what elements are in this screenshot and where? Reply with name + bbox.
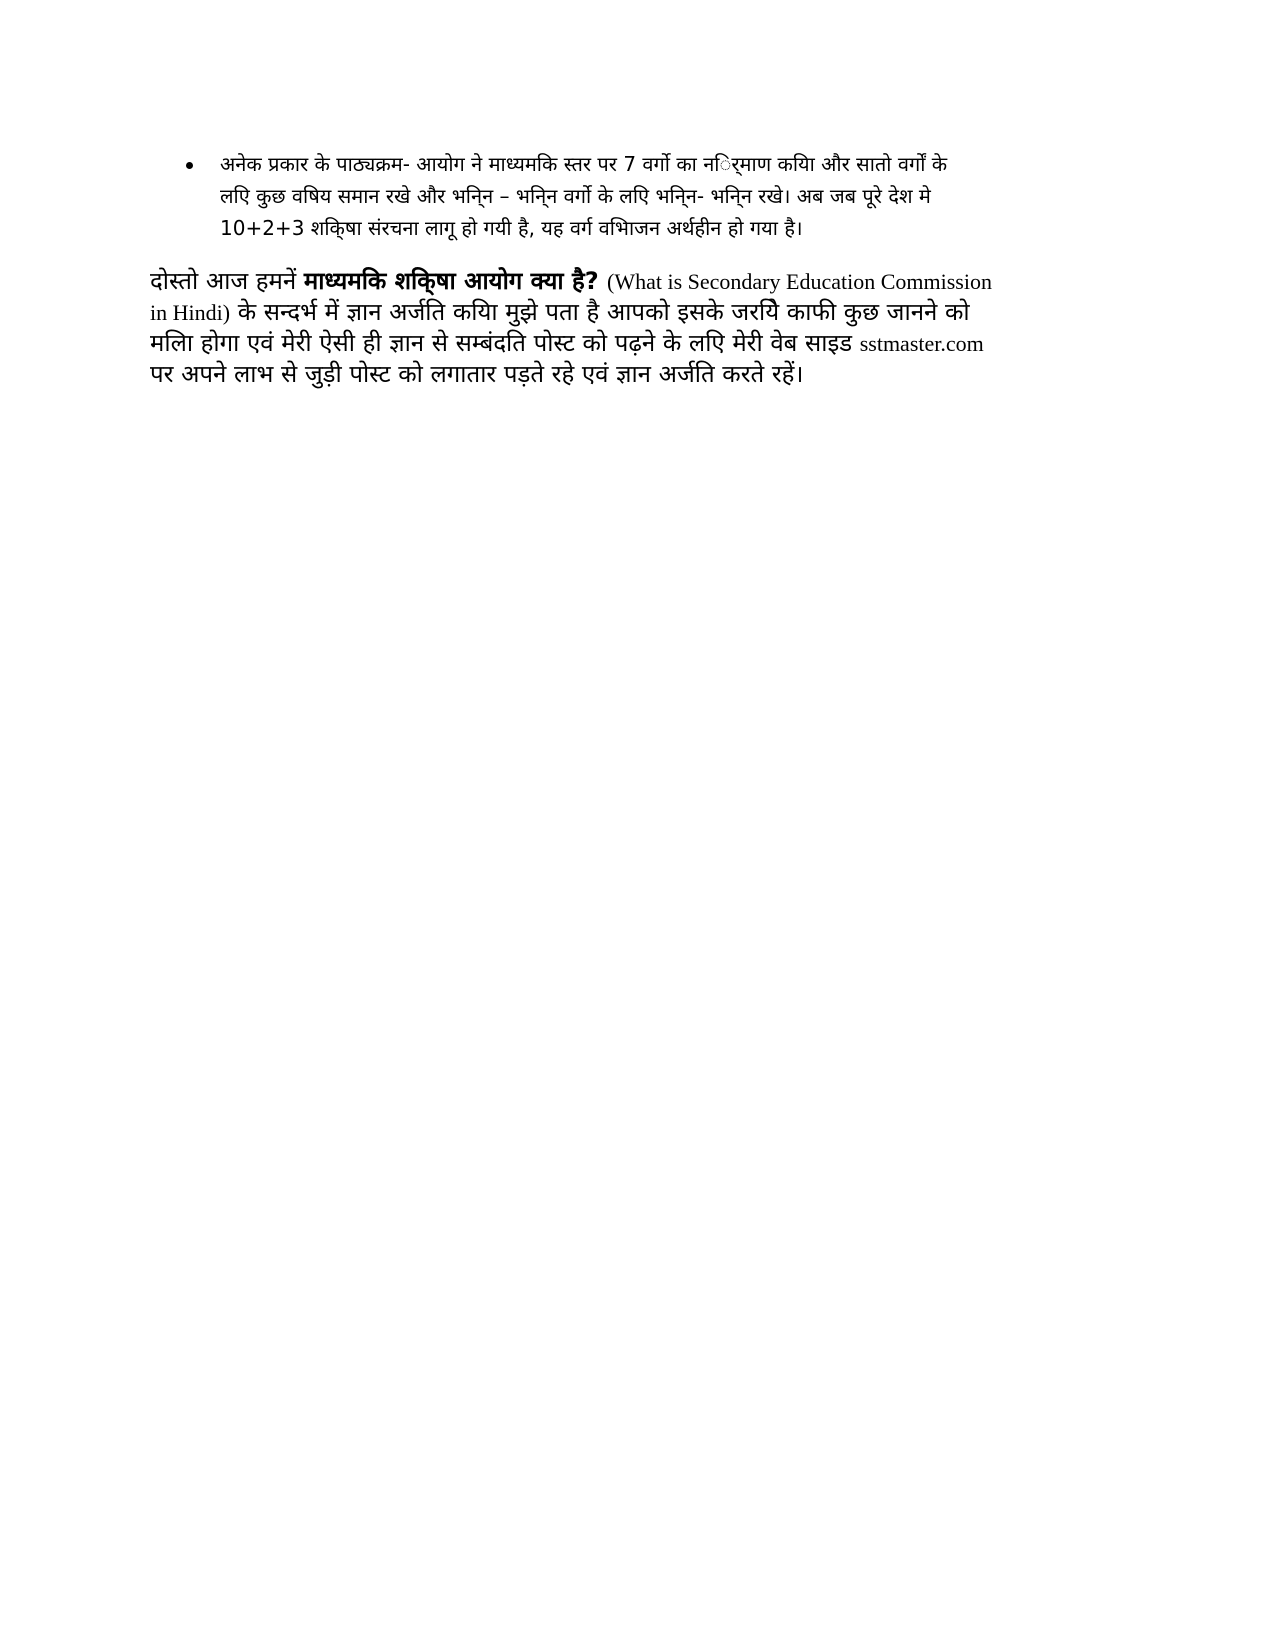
closing-paragraph	[150, 266, 1110, 390]
bullet-line-1: अनेक प्रकार के पाठ्यक्रम- आयोग ने माध्यमकि स्तर पर 7 वर्गो का नर्िमाण कयिा और सातो वर्गों के	[220, 152, 948, 176]
paragraph-english-title-part2: in Hindi)	[150, 300, 231, 325]
paragraph-question-mark: ?	[584, 267, 608, 295]
paragraph-line-2-text: के सन्दर्भ में ज्ञान अर्जति कयिा मुझे पता है आपको इसके जरयिे काफी कुछ जानने को	[230, 298, 970, 326]
bullet-text	[220, 148, 1100, 244]
paragraph-line-2	[150, 297, 1110, 328]
bullet-dot-icon	[186, 162, 193, 169]
website-link-text: sstmaster.com	[859, 331, 984, 356]
paragraph-english-title-part1: (What is Secondary Education Commission	[607, 269, 992, 294]
paragraph-line-1-prefix: दोस्तो आज हमनें	[150, 267, 304, 295]
paragraph-line-3-text: मलिा होगा एवं मेरी ऐसी ही ज्ञान से सम्बंदति पोस्ट को पढ़ने के लएि मेरी वेब साइड	[150, 329, 860, 357]
paragraph-line-3	[150, 328, 1110, 359]
paragraph-line-1	[150, 266, 1110, 297]
paragraph-bold-title: माध्यमकि शकि्षा आयोग क्या है	[303, 267, 585, 295]
bullet-line-2: लएि कुछ वषिय समान रखे और भनि्न – भनि्न वर्गो के लएि भनि्न- भनि्न रखे। अब जब पूरे देश मे	[220, 184, 931, 208]
paragraph-line-4: पर अपने लाभ से जुड़ी पोस्ट को लगातार पड़ते रहे एवं ज्ञान अर्जति करते रहें।	[150, 360, 804, 388]
bullet-line-3: 10+2+3 शकि्षा संरचना लागू हो गयी है, यह वर्ग वभिाजन अर्थहीन हो गया है।	[220, 216, 803, 240]
